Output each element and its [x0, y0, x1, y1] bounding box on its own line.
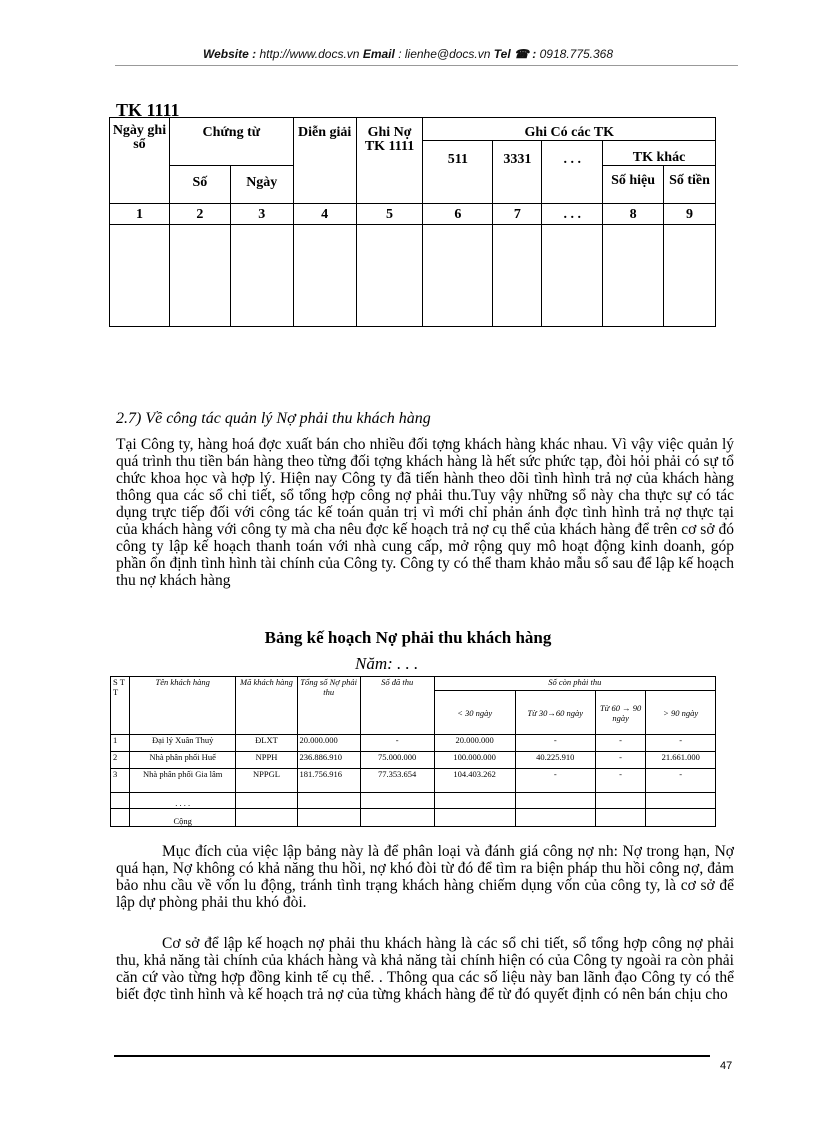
- bang-subtitle: Năm: . . .: [355, 654, 419, 673]
- col-511: 511: [423, 141, 493, 204]
- cell-ten: Nhà phân phối Gia lâm: [129, 769, 235, 793]
- col-dien-giai: Diễn giải: [293, 118, 356, 204]
- website-url: http://www.docs.vn: [259, 47, 360, 61]
- empty-cell: [169, 225, 230, 327]
- hdr-ma-kh: Mã khách hàng: [236, 677, 297, 735]
- cell-30-60: -: [515, 735, 595, 752]
- number-cell: . . .: [542, 204, 603, 225]
- email-value: : lienhe@docs.vn: [398, 47, 491, 61]
- hdr-ten-kh: Tên khách hàng: [129, 677, 235, 735]
- cell-stt: 3: [111, 769, 130, 793]
- tel-value: 0918.775.368: [539, 47, 614, 61]
- tel-label: Tel ☎ :: [493, 47, 537, 61]
- number-cell: 6: [423, 204, 493, 225]
- empty-cell: [297, 793, 360, 809]
- empty-cell: [646, 809, 716, 827]
- cell-lt30: 104.403.262: [434, 769, 515, 793]
- cell-ten: Đại lý Xuân Thuỷ: [129, 735, 235, 752]
- empty-cell: [595, 809, 646, 827]
- cell-lt30: 20.000.000: [434, 735, 515, 752]
- hdr-tong-no: Tổng số Nợ phải thu: [297, 677, 360, 735]
- cell-gt90: -: [646, 769, 716, 793]
- col-ngay: Ngày: [230, 166, 293, 204]
- hdr-30-60: Từ 30→60 ngày: [515, 691, 595, 735]
- cell-tong: 181.756.916: [297, 769, 360, 793]
- col-ghi-co: Ghi Có các TK: [423, 118, 716, 141]
- cell-60-90: -: [595, 752, 646, 769]
- empty-cell: [423, 225, 493, 327]
- empty-cell: [236, 809, 297, 827]
- empty-cell: [646, 793, 716, 809]
- cell-tong: 20.000.000: [297, 735, 360, 752]
- website-label: Website :: [202, 47, 257, 61]
- empty-cell: [230, 225, 293, 327]
- paragraph-basis: Cơ sở để lập kế hoạch nợ phải thu khách hàng là các sổ chi tiết, sổ tổng hợp công nợ phải thu, khả năng tài chính của khách hàng và khả năng tài chính hiện có của Công ty ngoài ra còn phải căn cứ vào từng hợp đồng kinh tế cụ thể. . Thông qua các số liệu này ban lãnh đạo Công ty có thể biết đợc tình hình và kế hoạch trả nợ của từng khách hàng để từ đó quyết định có nên bán chịu cho: [116, 935, 734, 1003]
- number-cell: 1: [110, 204, 170, 225]
- empty-cell: [603, 225, 664, 327]
- table-row: [111, 752, 716, 769]
- empty-cell: [356, 225, 423, 327]
- cell-tong: 236.886.910: [297, 752, 360, 769]
- empty-cell: [434, 793, 515, 809]
- table-row: [111, 735, 716, 752]
- table-row: [111, 793, 716, 809]
- cell-ma: NPPGL: [236, 769, 297, 793]
- cell-30-60: -: [515, 769, 595, 793]
- empty-cell: [111, 809, 130, 827]
- number-cell: 8: [603, 204, 664, 225]
- cell-ma: ĐLXT: [236, 735, 297, 752]
- col-dots: . . .: [542, 141, 603, 204]
- email-label: Email: [362, 47, 395, 61]
- cell-ma: NPPH: [236, 752, 297, 769]
- col-tk-khac: TK khác: [603, 141, 716, 166]
- cell-da-thu: 75.000.000: [360, 752, 434, 769]
- empty-cell: [493, 225, 542, 327]
- empty-cell: [515, 793, 595, 809]
- col-so-hieu: Số hiệu: [603, 166, 664, 204]
- hdr-gt90: > 90 ngày: [646, 691, 716, 735]
- col-ngay-ghi-so: Ngày ghi sổ: [110, 118, 170, 204]
- footer-rule: [114, 1055, 710, 1057]
- number-cell: 5: [356, 204, 423, 225]
- total-label: Cộng: [129, 809, 235, 827]
- paragraph-intro: Tại Công ty, hàng hoá đợc xuất bán cho nhiều đối tợng khách hàng khác nhau. Vì vậy việc quản lý quá trình thu tiền bán hàng theo từng đối tợng khách hàng là hết sức phức tạp, đòi hỏi phải có sự tổ chức khoa học và hợp lý. Hiện nay Công ty đã tiến hành theo dõi tình hình trả nợ của khách hàng thông qua các sổ chi tiết, sổ tổng hợp công nợ phải thu.Tuy vậy những sổ này cha thực sự có tác dụng trực tiếp đối với công tác kế toán quản trị vì mới chỉ phản ánh đợc tình hình trả nợ thực tại của khách hàng với công ty mà cha nêu đợc kế hoạch trả nợ cụ thể của khách hàng để trên cơ sở đó công ty lập kế hoạch thanh toán với nhà cung cấp, mở rộng quy mô hoạt động kinh doanh, góp phần ổn định tình hình tài chính của Công ty. Công ty có thể tham khảo mẫu sổ sau để lập kế hoạch thu nợ khách hàng: [116, 436, 734, 589]
- number-cell: 9: [664, 204, 716, 225]
- dots-cell: . . . .: [129, 793, 235, 809]
- empty-cell: [293, 225, 356, 327]
- col-so: Số: [169, 166, 230, 204]
- cell-stt: 1: [111, 735, 130, 752]
- cell-stt: 2: [111, 752, 130, 769]
- tk-title: TK 1111: [116, 100, 180, 120]
- cell-da-thu: -: [360, 735, 434, 752]
- page-header: [0, 47, 816, 61]
- cell-ten: Nhà phân phối Huế: [129, 752, 235, 769]
- hdr-60-90: Từ 60 → 90 ngày: [595, 691, 646, 735]
- empty-cell: [297, 809, 360, 827]
- section-heading: 2.7) Về công tác quản lý Nợ phải thu khách hàng: [116, 410, 431, 427]
- cell-60-90: -: [595, 735, 646, 752]
- hdr-stt: S T T: [111, 677, 130, 735]
- empty-cell: [664, 225, 716, 327]
- table-row-total: [111, 809, 716, 827]
- cell-lt30: 100.000.000: [434, 752, 515, 769]
- number-cell: 4: [293, 204, 356, 225]
- cell-gt90: 21.661.000: [646, 752, 716, 769]
- col-chung-tu: Chứng từ: [169, 118, 293, 166]
- cell-60-90: -: [595, 769, 646, 793]
- hdr-lt30: < 30 ngày: [434, 691, 515, 735]
- cell-gt90: -: [646, 735, 716, 752]
- page-number: 47: [720, 1060, 733, 1072]
- number-cell: 7: [493, 204, 542, 225]
- empty-cell: [595, 793, 646, 809]
- hdr-so-con: Số còn phải thu: [434, 677, 715, 691]
- col-so-tien: Số tiền: [664, 166, 716, 204]
- empty-cell: [434, 809, 515, 827]
- tk-1111-table: [109, 117, 716, 327]
- header-rule: [115, 65, 738, 66]
- empty-cell: [236, 793, 297, 809]
- empty-cell: [542, 225, 603, 327]
- number-cell: 2: [169, 204, 230, 225]
- table-row: [111, 769, 716, 793]
- empty-cell: [515, 809, 595, 827]
- cell-30-60: 40.225.910: [515, 752, 595, 769]
- empty-cell: [360, 809, 434, 827]
- bang-title: Bảng kế hoạch Nợ phải thu khách hàng: [264, 628, 552, 647]
- empty-cell: [110, 225, 170, 327]
- paragraph-purpose: Mục đích của việc lập bảng này là để phân loại và đánh giá công nợ nh: Nợ trong hạn, Nợ quá hạn, Nợ không có khả năng thu hồi, nợ khó đòi từ đó để tìm ra biện pháp thu hồi công nợ, đảm bảo nhu cầu về vốn lu động, tránh tình trạng khách hàng chiếm dụng vốn của công ty, là cơ sở để lập dự phòng phải thu khó đòi.: [116, 843, 734, 911]
- empty-cell: [111, 793, 130, 809]
- hdr-so-da-thu: Số đã thu: [360, 677, 434, 735]
- col-3331: 3331: [493, 141, 542, 204]
- number-cell: 3: [230, 204, 293, 225]
- receivables-table: [110, 676, 716, 827]
- empty-cell: [360, 793, 434, 809]
- col-ghi-no: Ghi Nợ TK 1111: [356, 118, 423, 204]
- cell-da-thu: 77.353.654: [360, 769, 434, 793]
